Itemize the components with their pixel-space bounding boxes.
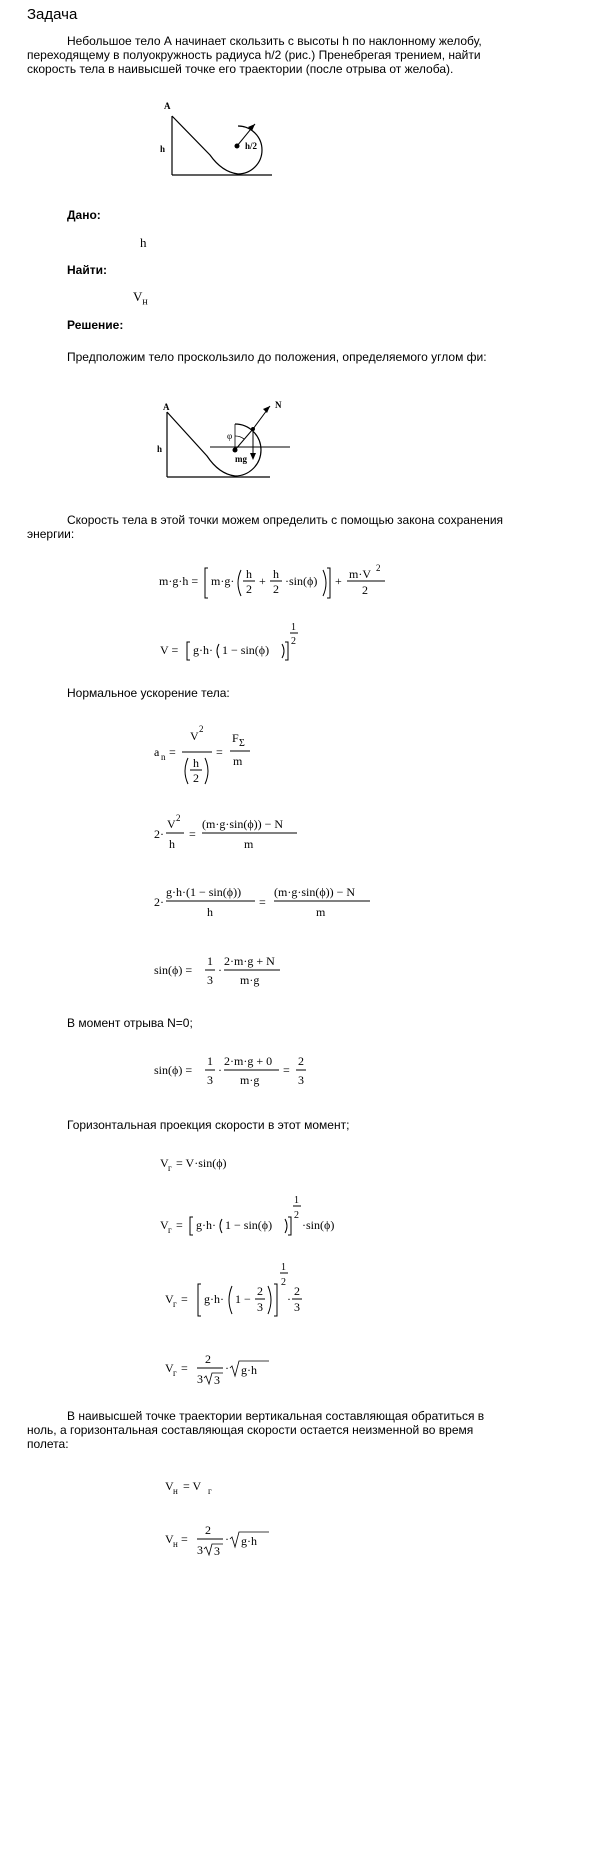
fig2-label-n: N	[275, 400, 282, 410]
problem-statement	[27, 34, 587, 76]
svg-text:1 −: 1 −	[235, 1292, 251, 1306]
svg-text:·sin(ϕ): ·sin(ϕ)	[285, 574, 318, 588]
svg-text:m: m	[316, 905, 326, 919]
svg-text:2: 2	[294, 1210, 299, 1221]
svg-text:г: г	[208, 1486, 212, 1496]
svg-text:2: 2	[281, 1277, 286, 1288]
svg-text:sin(ϕ) =: sin(ϕ) =	[154, 963, 193, 977]
svg-text:(m·g·sin(ϕ)) − N: (m·g·sin(ϕ)) − N	[202, 817, 284, 831]
horizontal-text: Горизонтальная проекция скорости в этот момент;	[67, 1118, 350, 1132]
equation-vn-equals-vg	[163, 1475, 243, 1500]
svg-text:sin(ϕ) =: sin(ϕ) =	[154, 1063, 193, 1077]
svg-text:V: V	[190, 729, 199, 743]
svg-text:2: 2	[298, 1054, 304, 1068]
svg-text:2: 2	[246, 582, 252, 596]
svg-text:=: =	[169, 745, 176, 759]
svg-text:н: н	[173, 1486, 178, 1496]
svg-text:m·g: m·g	[240, 1073, 260, 1087]
svg-text:m: m	[233, 754, 243, 768]
svg-text:г: г	[173, 1299, 177, 1309]
equation-energy	[155, 560, 395, 605]
svg-text:g·h·: g·h·	[204, 1292, 224, 1306]
svg-text:V: V	[165, 1292, 174, 1306]
find-v: V	[133, 289, 143, 304]
equation-substituted	[152, 878, 377, 923]
problem-line-3: скорость тела в наивысшей точке его траектории (после отрыва от желоба).	[27, 62, 454, 76]
highest-line-1: В наивысшей точке траектории вертикальная составляющая обратиться в	[67, 1409, 485, 1423]
svg-text:V =: V =	[160, 643, 179, 657]
fig1-label-a: A	[164, 101, 171, 111]
given-heading: Дано:	[67, 208, 101, 222]
svg-text:m·g: m·g	[240, 973, 260, 987]
svg-text:·: ·	[218, 963, 222, 977]
equation-vg-numeric	[163, 1258, 308, 1323]
svg-text:+: +	[259, 574, 266, 588]
separation-text: В момент отрыва N=0;	[67, 1016, 193, 1030]
svg-text:3: 3	[207, 1073, 213, 1087]
svg-text:·: ·	[225, 1532, 229, 1546]
svg-text:2: 2	[376, 563, 381, 573]
svg-text:3: 3	[214, 1373, 220, 1387]
problem-line-1: Небольшое тело А начинает скользить с высоты h по наклонному желобу,	[67, 34, 482, 48]
svg-text:3: 3	[197, 1372, 203, 1386]
equation-newton	[152, 810, 312, 855]
svg-text:3: 3	[207, 973, 213, 987]
svg-text:1: 1	[207, 1054, 213, 1068]
svg-text:1: 1	[291, 622, 296, 633]
page-title: Задача	[27, 6, 78, 23]
svg-text:2: 2	[199, 724, 204, 734]
svg-text:F: F	[232, 731, 239, 745]
svg-text:V: V	[165, 1361, 174, 1375]
svg-text:1: 1	[294, 1195, 299, 1206]
svg-text:h: h	[207, 905, 213, 919]
energy-line-2: энергии:	[27, 527, 75, 541]
find-value	[133, 289, 148, 308]
svg-text:g·h: g·h	[241, 1534, 257, 1548]
svg-text:=: =	[181, 1361, 188, 1375]
svg-text:Σ: Σ	[239, 738, 245, 749]
svg-text:m·V: m·V	[349, 567, 371, 581]
svg-text:+: +	[335, 574, 342, 588]
svg-text:=: =	[181, 1532, 188, 1546]
svg-text:h: h	[246, 567, 252, 581]
equation-sin-phi	[152, 948, 287, 993]
energy-line-1: Скорость тела в этой точки можем определить с помощью закона сохранения	[67, 513, 504, 527]
svg-text:= V·sin(ϕ): = V·sin(ϕ)	[176, 1156, 227, 1170]
svg-text:г: г	[168, 1163, 172, 1173]
svg-text:g·h·(1 − sin(ϕ)): g·h·(1 − sin(ϕ))	[166, 885, 242, 899]
svg-text:2·: 2·	[154, 895, 164, 909]
svg-text:2: 2	[294, 1284, 300, 1298]
svg-text:2: 2	[257, 1284, 263, 1298]
svg-text:2·m·g + N: 2·m·g + N	[224, 954, 275, 968]
svg-text:·sin(ϕ): ·sin(ϕ)	[302, 1218, 335, 1232]
svg-text:2: 2	[193, 771, 199, 785]
equation-velocity	[158, 622, 318, 662]
figure-angle-forces	[155, 398, 295, 483]
equation-vg	[158, 1152, 258, 1177]
equation-sin-phi-value	[152, 1048, 312, 1093]
equation-vg-final	[163, 1347, 278, 1392]
svg-text:3: 3	[197, 1543, 203, 1557]
svg-text:h: h	[273, 567, 279, 581]
highest-text	[27, 1409, 587, 1451]
svg-text:2: 2	[291, 636, 296, 647]
fig2-label-phi: φ	[227, 431, 233, 441]
normal-accel-text: Нормальное ускорение тела:	[67, 686, 230, 700]
svg-text:h: h	[169, 837, 175, 851]
svg-text:·: ·	[287, 1292, 291, 1306]
highest-line-3: полета:	[27, 1437, 69, 1451]
svg-text:=: =	[216, 745, 223, 759]
svg-text:V: V	[165, 1479, 174, 1493]
svg-text:·: ·	[225, 1361, 229, 1375]
equation-normal-accel	[152, 720, 262, 790]
figure-incline-loop	[160, 100, 280, 180]
svg-text:V: V	[160, 1156, 169, 1170]
svg-text:n: n	[161, 752, 166, 762]
svg-text:3: 3	[214, 1544, 220, 1558]
svg-text:(m·g·sin(ϕ)) − N: (m·g·sin(ϕ)) − N	[274, 885, 356, 899]
svg-text:h: h	[193, 756, 199, 770]
svg-text:=: =	[189, 827, 196, 841]
svg-text:m: m	[244, 837, 254, 851]
svg-text:2: 2	[362, 583, 368, 597]
svg-text:=: =	[259, 895, 266, 909]
energy-text	[27, 513, 587, 541]
solution-heading: Решение:	[67, 318, 124, 332]
fig1-label-r: h/2	[245, 141, 258, 151]
svg-text:V: V	[167, 817, 176, 831]
svg-text:1: 1	[207, 954, 213, 968]
svg-text:3: 3	[298, 1073, 304, 1087]
svg-text:g·h·: g·h·	[193, 643, 213, 657]
svg-text:2: 2	[205, 1523, 211, 1537]
problem-line-2: переходящему в полуокружность радиуса h/2 (рис.) Пренебрегая трением, найти	[27, 48, 481, 62]
svg-text:2: 2	[273, 582, 279, 596]
svg-text:3: 3	[294, 1300, 300, 1314]
given-value: h	[140, 235, 147, 250]
equation-vn-final	[163, 1518, 278, 1563]
svg-text:2: 2	[176, 813, 181, 823]
fig1-label-h: h	[160, 144, 166, 154]
fig2-label-a: A	[163, 402, 170, 412]
svg-text:1 − sin(ϕ): 1 − sin(ϕ)	[225, 1218, 273, 1232]
svg-text:г: г	[173, 1368, 177, 1378]
highest-line-2: ноль, а горизонтальная составляющая скорости остается неизменной во время	[27, 1423, 474, 1437]
svg-text:2·m·g + 0: 2·m·g + 0	[224, 1054, 273, 1068]
svg-text:=: =	[283, 1063, 290, 1077]
svg-text:1: 1	[281, 1262, 286, 1273]
assume-text: Предположим тело проскользило до положения, определяемого углом фи:	[67, 350, 487, 364]
svg-text:=: =	[176, 1218, 183, 1232]
svg-text:m·g·: m·g·	[211, 574, 235, 588]
fig2-label-h: h	[157, 444, 163, 454]
svg-text:=: =	[181, 1292, 188, 1306]
svg-text:2: 2	[205, 1352, 211, 1366]
svg-text:V: V	[160, 1218, 169, 1232]
svg-text:m·g·h =: m·g·h =	[159, 574, 199, 588]
svg-text:a: a	[154, 745, 160, 759]
find-heading: Найти:	[67, 263, 107, 277]
svg-text:г: г	[168, 1225, 172, 1235]
svg-text:3: 3	[257, 1300, 263, 1314]
svg-text:= V: = V	[183, 1479, 202, 1493]
svg-text:g·h·: g·h·	[196, 1218, 216, 1232]
svg-text:н: н	[173, 1539, 178, 1549]
find-sub: н	[142, 296, 148, 308]
svg-text:V: V	[165, 1532, 174, 1546]
svg-text:1 − sin(ϕ): 1 − sin(ϕ)	[222, 643, 270, 657]
fig2-label-mg: mg	[235, 454, 247, 464]
svg-text:·: ·	[218, 1063, 222, 1077]
equation-vg-expanded	[158, 1193, 358, 1238]
svg-text:2·: 2·	[154, 827, 164, 841]
svg-text:g·h: g·h	[241, 1363, 257, 1377]
